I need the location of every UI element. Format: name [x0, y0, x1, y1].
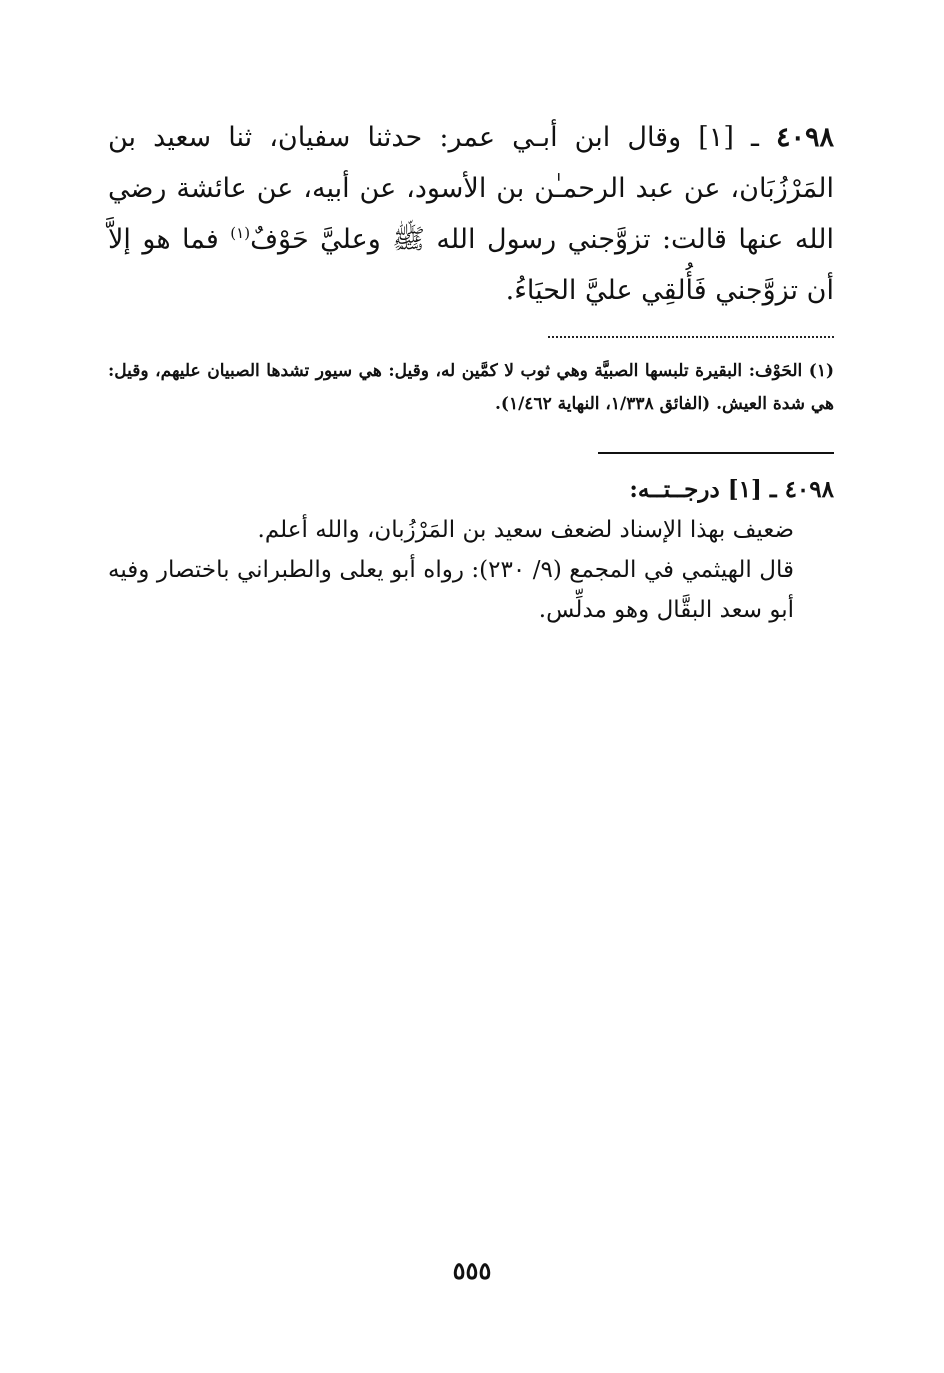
hadith-dash: ـ [750, 122, 759, 153]
page-number: ٥٥٥ [452, 1256, 492, 1285]
hadith-number: ٤٠٩٨ [776, 122, 835, 153]
footnote-reference: (١) [230, 224, 251, 242]
hadith-paragraph [108, 112, 834, 316]
footnote-term: الحَوْف: [748, 361, 803, 381]
hadith-ref: [١] [698, 122, 734, 153]
grade-section [108, 470, 834, 630]
grade-line-2 [108, 550, 834, 630]
hadith-line-4: فما هو إلاَّ أن تزوَّجني [108, 224, 834, 306]
footnote-marker: (١) [808, 361, 835, 381]
footnote-paragraph [108, 355, 834, 421]
grade-line-2-text: قال الهيثمي في المجمع (٩/ ٢٣٠): رواه أبو يعلى والطبراني باختصار وفيه [108, 557, 794, 583]
footnote-block [108, 355, 834, 421]
footnote-dotted-separator [548, 328, 834, 338]
hadith-line-1: وقال ابن أبـي عمر: حدثنا سفيان، ثنا سعيد بن [108, 122, 682, 153]
hadith-line-5: فَأُلقِي عليَّ الحيَاءُ. [505, 275, 707, 306]
grade-line-1: ضعيف بهذا الإسناد لضعف سعيد بن المَرْزُبان، والله أعلم. [257, 517, 794, 543]
section-divider [598, 452, 834, 454]
hadith-line-2: المَرْزُبَان، عن عبد الرحمـٰن بن الأسود، عن أبيه، عن عائشة رضي الله [108, 173, 834, 255]
grade-title: ٤٠٩٨ ـ [١] درجــتــه: [629, 476, 834, 503]
footnote-line-1: البقيرة تلبسها الصبيَّة وهي ثوب لا كمَّين له، وقيل: هي سيور تشدها الصبيان عليهم، [155, 361, 743, 381]
hadith-text-block [108, 112, 834, 316]
grade-line-3-text: أبو سعد البقَّال وهو مدلِّس. [538, 597, 794, 623]
footnote-line-2: وقيل: هي شدة العيش. (الفائق ١/٣٣٨، النهاية ١/٤٦٢). [108, 361, 834, 414]
hadith-line-3: عنها قالت: تزوَّجني رسول الله ﷺ وعليَّ حَوْفٌ [250, 224, 784, 255]
